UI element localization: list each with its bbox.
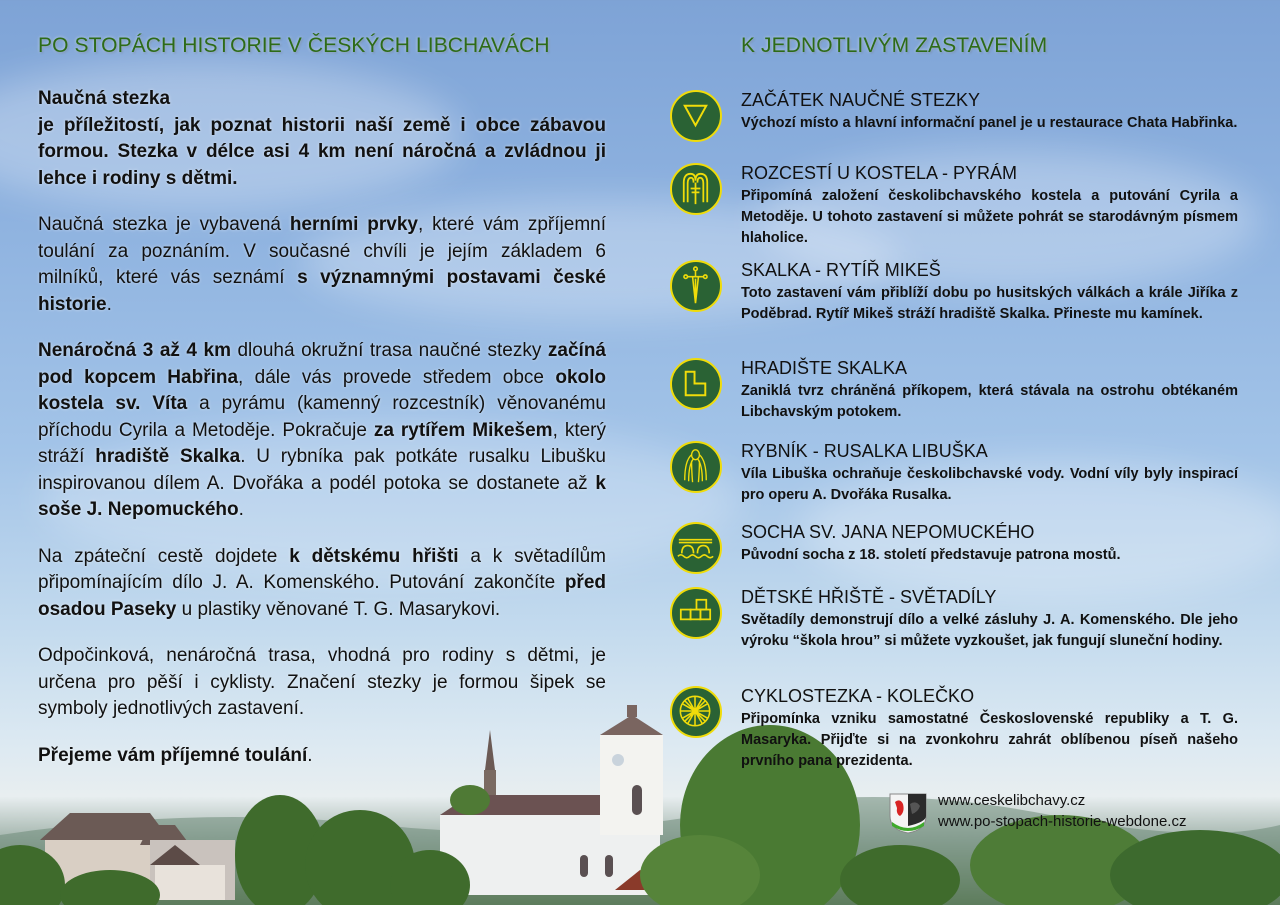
link-ceskelibchavy[interactable]: www.ceskelibchavy.cz (938, 792, 1086, 809)
wheel-icon (670, 686, 722, 738)
water-nymph-icon (670, 441, 722, 493)
stop-title: SKALKA - RYTÍŘ MIKEŠ (741, 260, 941, 280)
stop-description: Zaniklá tvrz chráněná příkopem, která stávala na ostrohu obtékaném Libchavským potokem. (741, 383, 1238, 420)
link-po-stopach-historie[interactable]: www.po-stopach-historie-webdone.cz (938, 813, 1187, 830)
municipal-crest-icon (888, 792, 928, 834)
stop-title: RYBNÍK - RUSALKA LIBUŠKA (741, 441, 988, 461)
intro-paragraph-3: Nenáročná 3 až 4 km dlouhá okružní trasa naučné stezky začíná pod kopcem Habřina, dále vás provede středem obce okolo kostela sv. Víta a pyrámu (kamenný rozcestník) věnovanému příchodu Cyrila a Metoděje. Pokračuje za rytířem Mikešem, který stráží hradiště Skalka. U rybníka pak potkáte rusalku Libušku inspirovanou dílem A. Dvořáka a podél potoka se dostanete až k soše J. Nepomuckého. (38, 340, 607, 520)
stop-description: Původní socha z 18. století představuje patrona mostů. (741, 547, 1121, 563)
intro-paragraph-5: Odpočinková, nenáročná trasa, vhodná pro rodiny s dětmi, je určena pro pěší i cyklisty. Značení stezky je formou šipek se symboly jednotlivých zastavení. (38, 645, 606, 719)
intro-heading: Naučná stezka (38, 88, 171, 109)
stop-title: DĚTSKÉ HŘIŠTĚ - SVĚTADÍLY (741, 587, 997, 607)
stop-description: Toto zastavení vám přiblíží dobu po husitských válkách a krále Jiříka z Poděbrad. Rytíř Mikeš stráží hradiště Skalka. Přineste mu kamínek. (741, 285, 1238, 322)
intro-paragraph-2: Naučná stezka je vybavená herními prvky, které vám zpříjemní toulání za poznáním. V současné chvíli je jejím základem 6 milníků, které vás seznámí s významnými postavami české historie. (38, 214, 607, 315)
stop-description: Připomínka vzniku samostatné Československé republiky a T. G. Masaryka. Přijďte si na zvonkohru zahrát oblíbenou píseň našeho prvního pana prezidenta. (741, 711, 1238, 769)
intro-text (38, 86, 606, 789)
stop-description: Výchozí místo a hlavní informační panel je u restaurace Chata Habřinka. (741, 115, 1238, 131)
stop-title: ZAČÁTEK NAUČNÉ STEZKY (741, 90, 981, 110)
stop-description: Připomíná založení českolibchavského kostela a putování Cyrila a Metoděje. U tohoto zastavení si můžete pohrát se starodávným písmem hlaholice. (741, 188, 1238, 246)
intro-paragraph-4: Na zpáteční cestě dojdete k dětskému hřišti a k světadílům připomínajícím dílo J. A. Komenského. Putování zakončíte před osadou Paseky u plastiky věnované T. G. Masarykovi. (38, 545, 607, 620)
stop-description: Víla Libuška ochraňuje českolibchavské vody. Vodní víly byly inspirací pro operu A. Dvořáka Rusalka. (741, 466, 1238, 503)
stop-title: HRADIŠTE SKALKA (741, 358, 908, 378)
blocks-icon (670, 587, 722, 639)
closing-wish: Přejeme vám příjemné toulání. (38, 744, 313, 766)
page-title: PO STOPÁCH HISTORIE V ČESKÝCH LIBCHAVÁCH (38, 34, 550, 57)
intro-paragraph-1: Naučná stezka je příležitostí, jak poznat historii naší země i obce zábavou formou. Stezka v délce asi 4 km není náročná a zvládnou ji lehce i rodiny s dětmi. (38, 88, 606, 189)
stops-section-title: K JEDNOTLIVÝM ZASTAVENÍM (741, 34, 1048, 57)
stop-title: SOCHA SV. JANA NEPOMUCKÉHO (741, 522, 1035, 542)
stop-title: ROZCESTÍ U KOSTELA - PYRÁM (741, 163, 1018, 183)
bridge-icon (670, 522, 722, 574)
sword-icon (670, 260, 722, 312)
glagolitic-cross-icon (670, 163, 722, 215)
fort-outline-icon (670, 358, 722, 410)
stop-title: CYKLOSTEZKA - KOLEČKO (741, 686, 975, 706)
triangle-icon (670, 90, 722, 142)
stop-description: Světadíly demonstrují dílo a velké zásluhy J. A. Komenského. Dle jeho výroku “škola hrou” si můžete vyzkoušet, jak fungují sluneční hodiny. (741, 612, 1238, 649)
